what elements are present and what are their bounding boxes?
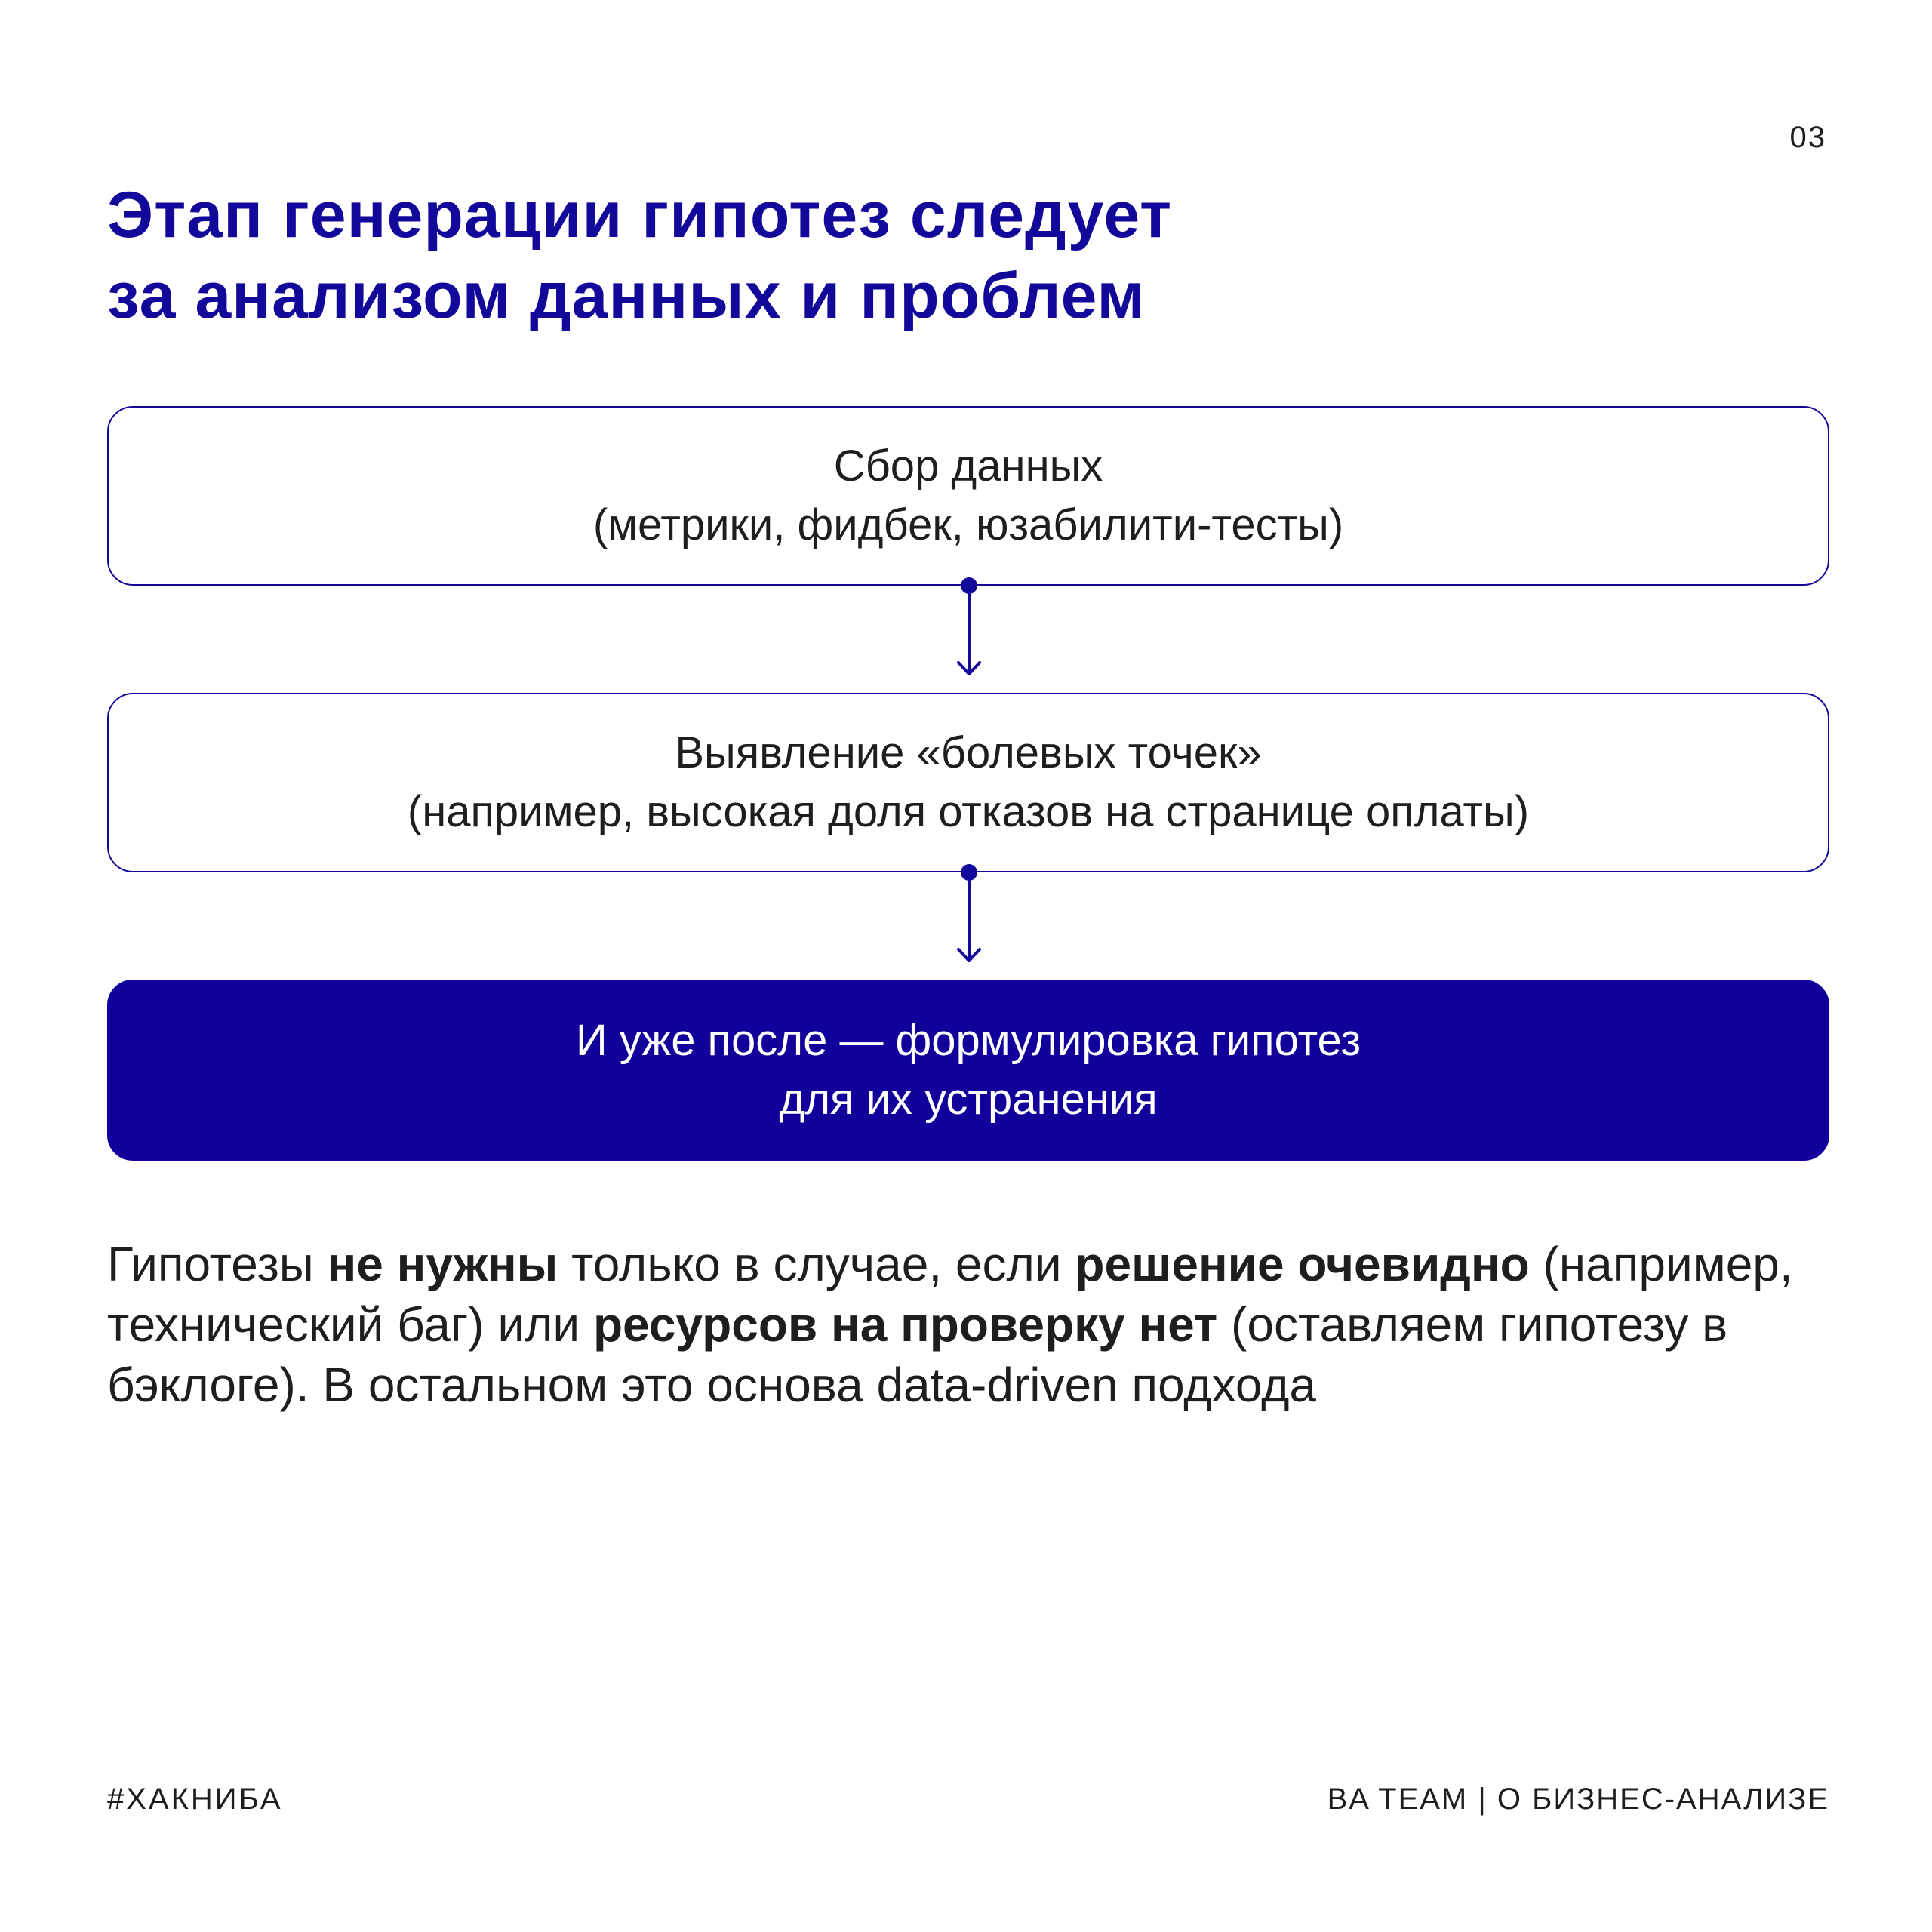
step-pain-points (107, 693, 1829, 872)
title-line-2: за анализом данных и проблем (107, 260, 1146, 332)
note-emphasis: ресурсов на проверку нет (592, 1297, 1218, 1352)
step-hypothesis-formulation (107, 980, 1829, 1161)
step-data-collection (107, 406, 1829, 586)
explanation-paragraph (107, 1234, 1843, 1415)
note-text: только в случае, если (558, 1237, 1075, 1291)
footer-brand: BA TEAM | О БИЗНЕС-АНАЛИЗЕ (1327, 1783, 1829, 1816)
note-emphasis: решение очевидно (1075, 1237, 1530, 1291)
step-detail: (например, высокая доля отказов на странице оплаты) (407, 787, 1530, 836)
step-heading: И уже после — формулировка гипотез (575, 1016, 1361, 1065)
step-detail: (метрики, фидбек, юзабилити-тесты) (592, 500, 1344, 549)
note-emphasis: не нужны (327, 1237, 558, 1291)
arrow-down-icon (954, 574, 984, 679)
note-text: (например, технический баг) или (107, 1237, 1793, 1352)
step-heading: Сбор данных (833, 441, 1103, 491)
note-text: (оставляем гипотезу в бэклоге). В остальном это основа data-driven подхода (107, 1297, 1728, 1412)
arrow-down-icon (954, 860, 984, 966)
step-detail: для их устранения (779, 1075, 1158, 1124)
page-title (107, 175, 1767, 337)
title-line-1: Этап генерации гипотез следует (107, 179, 1173, 251)
step-heading: Выявление «болевых точек» (675, 728, 1262, 777)
note-text: Гипотезы (107, 1237, 328, 1291)
footer-hashtag: #ХАКНИБА (107, 1783, 283, 1816)
page-number: 03 (1789, 121, 1826, 154)
